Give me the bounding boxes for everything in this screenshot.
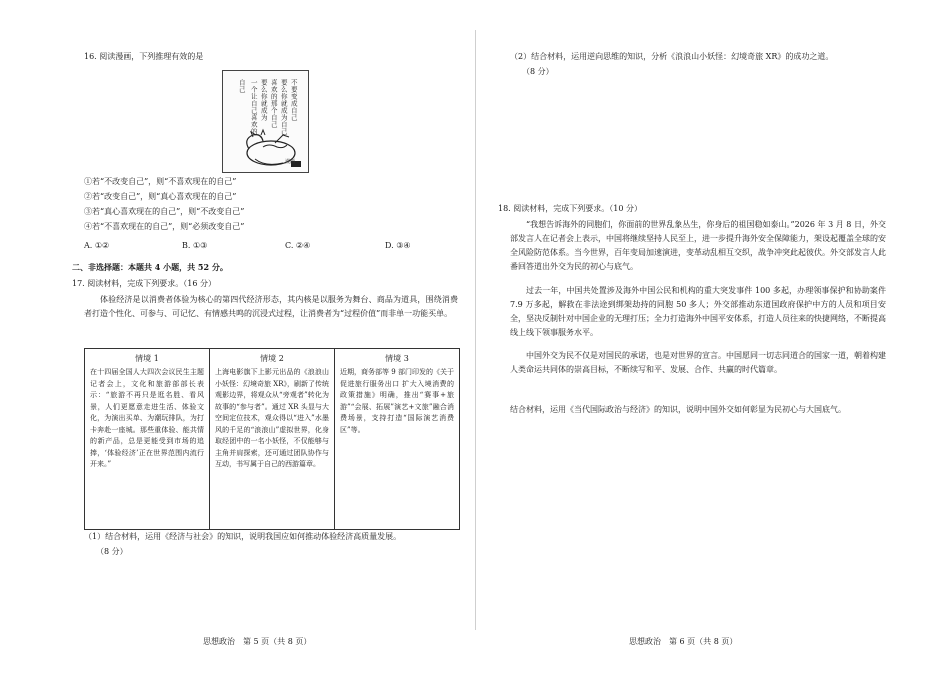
q16-choice-2: ②若“改变自己”，则“真心喜欢现在的自己”	[84, 192, 237, 201]
situation-2-body: 上海电影旗下上影元出品的《浪浪山小妖怪：幻境奇旅 XR》，刷新了传统观影边界，将观众从“旁观者”转化为故事的“参与者”。通过 XR 头显与大空间定位技术，观众得以“进入”水墨风的千足的“浪浪山”虚拟世界，化身取经团中的一名小妖怪，不仅能够与主角并肩探索，还可通过团队协作与互动，书写属于自己的西游篇章。	[215, 368, 329, 469]
cartoon-image	[222, 70, 309, 173]
cartoon-signature: 漫画	[285, 159, 296, 165]
q17-part1-points: （8 分）	[96, 547, 128, 556]
situation-1	[85, 349, 209, 529]
situation-2	[209, 349, 334, 529]
q17-stem: 17. 阅读材料，完成下列要求。（16 分）	[72, 279, 216, 288]
situation-2-title: 情境 2	[260, 354, 284, 363]
q16-stem: 16. 阅读漫画，下列推理有效的是	[84, 52, 204, 61]
section-heading: 二、非选择题：本题共 4 小题，共 52 分。	[72, 262, 228, 272]
q17-part2-points: （8 分）	[522, 67, 554, 76]
q16-choice-4: ④若“不喜欢现在的自己”，则“必须改变自己”	[84, 222, 245, 231]
q16-choice-3: ③若“真心喜欢现在的自己”，则“不改变自己”	[84, 207, 245, 216]
left-footer: 思想政治 第 5 页（共 8 页）	[203, 637, 312, 646]
q18-paragraph-1: “我想告诉海外的同胞们，你面前的世界乱象丛生，你身后的祖国稳如泰山。”2026 年 3 月 8 日，外交部发言人在记者会上表示，中国将继续坚持人民至上，进一步提升海外安全保障能力，架设起覆盖全球的安全风险防范体系。当今世界，百年变局加速演进，变革动乱相互交织，战争冲突此起彼伏。外交部发言人此番回答道出外交为民的初心与底气。	[510, 220, 886, 271]
q18-stem: 18. 阅读材料，完成下列要求。（10 分）	[498, 204, 642, 213]
cartoon-text-3: 喜欢的那个自己	[269, 79, 278, 128]
q16-option-b: B. ①③	[182, 241, 208, 250]
right-footer: 思想政治 第 6 页（共 8 页）	[629, 637, 738, 646]
cartoon-text-6: 自己	[237, 79, 246, 93]
cartoon-text-4: 要么你就成为	[259, 79, 268, 121]
cartoon-text-5: 一个让自己喜欢的	[249, 79, 258, 135]
q16-option-d: D. ③④	[385, 241, 411, 250]
q18-paragraph-2: 过去一年，中国共处置涉及海外中国公民和机构的重大突发事件 100 多起，办理领事保护和协助案件 7.9 万多起，解救在非法途到绑架劫持的同胞 50 多人；外交部推动东道国政府保护中方的人员和项目安全，坚决反制针对中国企业的无理打压；全力打造海外中国平安体系，打造人员往来的快捷网络，不断提高线上线下领事服务水平。	[510, 286, 886, 337]
q16-option-a: A. ①②	[84, 241, 110, 250]
situations-table	[84, 348, 460, 530]
q18-question: 结合材料，运用《当代国际政治与经济》的知识，说明中国外交如何彰显为民初心与大国底气。	[510, 405, 846, 414]
situation-3-title: 情境 3	[385, 354, 409, 363]
q17-part2: （2）结合材料，运用逆向思维的知识，分析《浪浪山小妖怪：幻境奇旅 XR》的成功之道。	[510, 52, 834, 61]
cartoon-text-2: 要么你就成为自己	[279, 79, 288, 135]
q16-choice-1: ①若“不改变自己”，则“不喜欢现在的自己”	[84, 177, 237, 186]
q18-paragraph-3: 中国外交为民不仅是对国民的承诺，也是对世界的宣言。中国愿同一切志同道合的国家一道，朝着构建人类命运共同体的崇高目标，不断续写和平、发展、合作、共赢的时代篇章。	[510, 351, 886, 374]
situation-3-body: 近期，商务部等 9 部门印发的《关于促进旅行服务出口 扩大入境消费的政策措施》明确，推出“赛事+旅游”“会展、拓展”演艺+文旅”融合消费场景，支持打造“国际演艺消费区”等。	[340, 368, 454, 434]
q17-part1: （1）结合材料，运用《经济与社会》的知识，说明我国应如何推动体验经济高质量发展。	[84, 532, 402, 541]
q16-option-c: C. ②④	[285, 241, 311, 250]
situation-1-title: 情境 1	[135, 354, 159, 363]
right-page	[476, 0, 950, 688]
q17-intro: 体验经济是以消费者体验为核心的第四代经济形态，其内核是以服务为舞台、商品为道具，围绕消费者打造个性化、可参与、可记忆、有情感共鸣的沉浸式过程，让消费者为“过程价值”而非单一功能买单。	[84, 295, 458, 318]
situation-1-body: 在十四届全国人大四次会议民生主题记者会上，文化和旅游部部长表示：“旅游不再只是逛名胜、看风景，人们更愿意走进生活、体验文化，为演出买单、为潮玩排队，为打卡奔赴一座城。那些重体验、能共情的新产品，总是更能受到市场的追捧，‘体验经济’正在世界范围内流行开来。”	[90, 368, 204, 469]
cartoon-text-1: 不要变成自己	[289, 79, 298, 121]
situation-3	[334, 349, 459, 529]
